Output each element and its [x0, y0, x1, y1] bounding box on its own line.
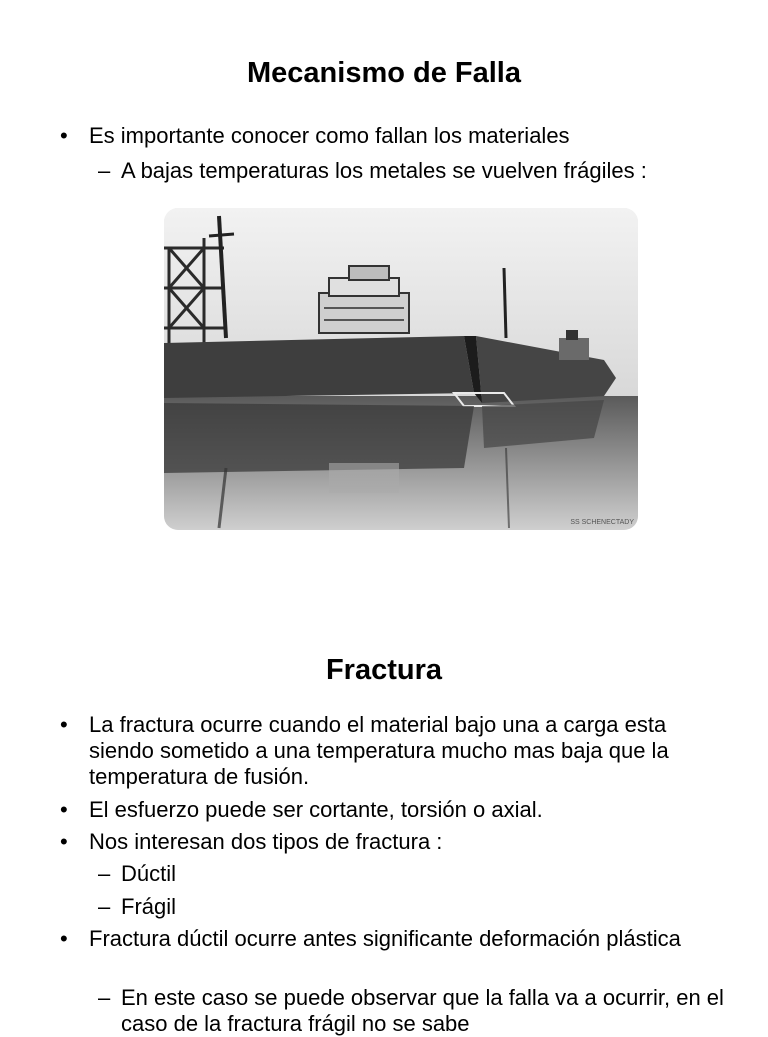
slide2-subbullet-2 [98, 894, 728, 920]
slide2-subbullet-1 [98, 861, 728, 887]
ship-photo [164, 208, 638, 530]
slide2-bullet-3 [60, 829, 720, 855]
slide2-title: Fractura [325, 654, 443, 686]
slide2-subbullet-3 [98, 985, 728, 1037]
subbullet-text: En este caso se puede observar que la falla va a ocurrir, en el caso de la fractura frágil no se sabe [121, 985, 724, 1036]
dash-mark: – [98, 894, 111, 919]
broken-ship-illustration [164, 208, 638, 530]
bullet-mark: • [60, 926, 68, 951]
bullet-text: Nos interesan dos tipos de fractura : [89, 829, 443, 854]
dash-mark: – [98, 158, 111, 183]
bullet-text: La fractura ocurre cuando el material bajo una a carga esta siendo sometido a una temperatura mucho mas baja que la temperatura de fusión. [89, 712, 669, 789]
bullet-text: El esfuerzo puede ser cortante, torsión o axial. [89, 797, 543, 822]
subbullet-text: Dúctil [121, 861, 177, 886]
bullet-mark: • [60, 829, 68, 854]
bullet-mark: • [60, 712, 68, 737]
slide2-bullet-4 [60, 926, 720, 952]
slide2-bullet-1 [60, 712, 720, 790]
bullet-text: Es importante conocer como fallan los materiales [89, 123, 570, 148]
dash-mark: – [98, 861, 111, 886]
slide1-title: Mecanismo de Falla [247, 57, 521, 89]
bullet-mark: • [60, 123, 68, 148]
subbullet-text: A bajas temperaturas los metales se vuelven frágiles : [121, 158, 647, 183]
slide1-subbullet-1 [98, 158, 728, 184]
bullet-mark: • [60, 797, 68, 822]
slide2-bullet-2 [60, 797, 720, 823]
subbullet-text: Frágil [121, 894, 177, 919]
bullet-text: Fractura dúctil ocurre antes significante deformación plástica [89, 926, 681, 951]
slide1-bullet-1 [60, 123, 720, 149]
dash-mark: – [98, 985, 111, 1010]
photo-caption: SS SCHENECTADY [570, 519, 634, 526]
